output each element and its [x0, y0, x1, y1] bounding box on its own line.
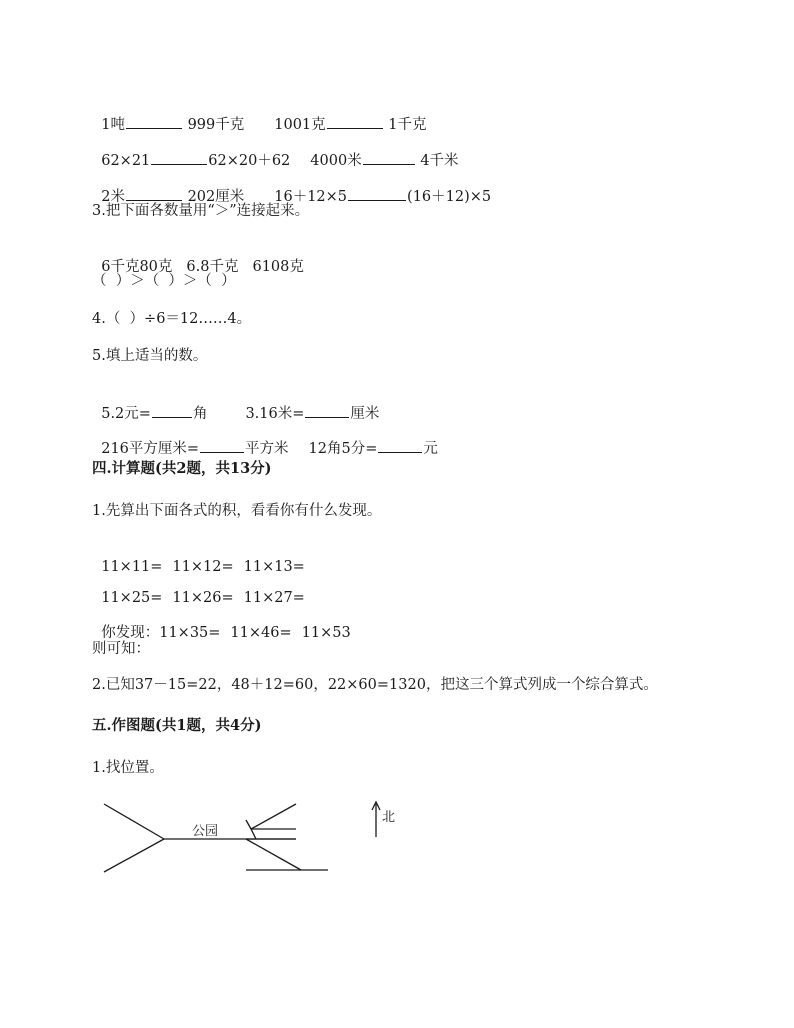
- row1-b-left: 1001克: [274, 117, 326, 133]
- calc-item: 11×27=: [243, 590, 305, 606]
- q5-r1-b-right: 厘米: [350, 406, 380, 422]
- row2-a-right: 62×20＋62: [208, 153, 291, 169]
- park-label: 公园: [192, 824, 219, 839]
- section-5-q1-title: 1.找位置。: [92, 760, 164, 776]
- row3-a-left: 2米: [101, 189, 125, 205]
- answer-blank[interactable]: [327, 114, 383, 129]
- row2-a-left: 62×21: [101, 153, 151, 169]
- answer-blank[interactable]: [348, 186, 406, 201]
- calc-item: 11×35=: [159, 625, 221, 641]
- row1-a-left: 1吨: [101, 117, 125, 133]
- compare-row-1: [92, 94, 427, 135]
- discovery-label: 你发现：: [101, 625, 160, 641]
- road-stub: [246, 820, 251, 829]
- section-4-q1-title: 1.先算出下面各式的积，看看你有什么发现。: [92, 503, 382, 519]
- road-upper-left: [104, 804, 164, 839]
- q5-r2-b-left: 12角5分=: [308, 441, 378, 457]
- calc-item: 11×25=: [101, 590, 163, 606]
- answer-blank[interactable]: [200, 438, 244, 453]
- calc-item: 11×46=: [230, 625, 292, 641]
- calc-item: 11×12=: [172, 559, 234, 575]
- calc-item: 11×11=: [101, 559, 163, 575]
- row3-a-right: 202厘米: [187, 189, 245, 205]
- answer-blank[interactable]: [152, 403, 192, 418]
- q5-r2-a-left: 216平方厘米=: [101, 441, 200, 457]
- road-connector: [251, 829, 256, 839]
- q5-r1-a-left: 5.2元=: [101, 406, 151, 422]
- road-upper-right: [251, 804, 296, 829]
- section-4-conclusion: 则可知：: [92, 641, 150, 657]
- question-5-title: 5.填上适当的数。: [92, 348, 208, 364]
- row3-b-right: (16＋12)×5: [407, 189, 492, 205]
- q5-r2-b-right: 元: [423, 441, 438, 457]
- compare-row-2: [92, 130, 459, 171]
- calc-item: 11×13=: [243, 559, 305, 575]
- row1-b-right: 1千克: [388, 117, 427, 133]
- section-4-q2: 2.已知37－15=22，48＋12=60，22×60=1320，把这三个算式列成一个综合算式。: [92, 677, 658, 693]
- section-4-q1-row-2: [92, 568, 305, 608]
- section-5-heading: 五.作图题(共1题，共4分): [92, 717, 262, 734]
- question-5-row-2: [92, 418, 438, 459]
- row3-b-left: 16＋12×5: [274, 189, 348, 205]
- row2-b-left: 4000米: [310, 153, 362, 169]
- section-4-heading: 四.计算题(共2题，共13分): [92, 460, 272, 477]
- answer-blank[interactable]: [151, 150, 207, 165]
- answer-blank[interactable]: [363, 150, 415, 165]
- north-label: 北: [382, 810, 396, 825]
- road-lower-left: [104, 839, 164, 872]
- question-4[interactable]: 4.（ ）÷6＝12……4。: [92, 311, 252, 327]
- question-3-pattern[interactable]: （ ）＞（ ）＞（ ）: [92, 273, 236, 289]
- answer-blank[interactable]: [378, 438, 422, 453]
- answer-blank[interactable]: [305, 403, 349, 418]
- q5-r1-a-right: 角: [192, 406, 208, 422]
- answer-blank[interactable]: [126, 114, 182, 129]
- section-4-q1-row-3: [92, 603, 351, 643]
- question-3-title: 3.把下面各数量用“＞”连接起来。: [92, 203, 310, 219]
- q5-r1-b-left: 3.16米=: [245, 406, 305, 422]
- q3-item-2: 6.8千克: [186, 259, 239, 275]
- calc-item: 11×53: [301, 625, 351, 641]
- calc-item: 11×26=: [172, 590, 234, 606]
- row2-b-right: 4千米: [420, 153, 459, 169]
- road-lower-right: [246, 839, 301, 870]
- location-map: [96, 792, 416, 882]
- answer-blank[interactable]: [126, 186, 182, 201]
- q3-item-1: 6千克80克: [101, 259, 173, 275]
- q5-r2-a-right: 平方米: [245, 441, 289, 457]
- row1-a-right: 999千克: [187, 117, 245, 133]
- q3-item-3: 6108克: [252, 259, 304, 275]
